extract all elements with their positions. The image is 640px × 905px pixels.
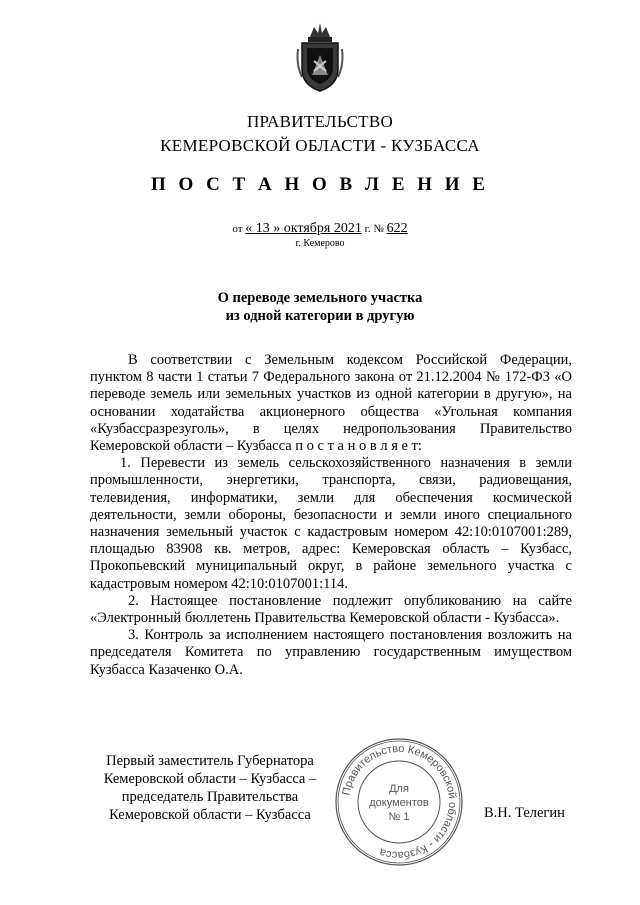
signatory-title: Первый заместитель Губернатора Кемеровской области – Кузбасса – председатель Правительства Кемеровской области – Кузбасса [103, 753, 317, 823]
date-underlined: « 13 » октября 2021 [245, 221, 362, 236]
city-label: г. Кемерово [295, 238, 345, 249]
number-label: № [373, 223, 384, 235]
date-month-year: октября 2021 [283, 221, 362, 236]
date-number-line [0, 221, 640, 237]
kuzbass-coat-of-arms-icon [296, 15, 344, 93]
item-1-paragraph: 1. Перевести из земель сельскохозяйственного назначения в земли промышленности, энергетики, транспорта, связи, радиовещания, телевидения, информатики, земли для обеспечения космической деятельности, земли обороны, безопасности и земли иного специального назначения земельный участок с кадастровым номером 42:10:0107001:289, площадью 83908 кв. метров, адрес: Кемеровская область – Кузбасс, Прокопьевский муниципальный округ, в районе земельного участка с кадастровым номером 42:10:0107001:114. [90, 455, 572, 592]
document-number: 622 [386, 221, 408, 236]
stamp-line3: № 1 [388, 811, 410, 823]
subject-line2: из одной категории в другую [225, 308, 415, 324]
official-seal-stamp [333, 736, 465, 868]
org-name-line2: КЕМЕРОВСКОЙ ОБЛАСТИ - КУЗБАССА [160, 136, 480, 155]
year-suffix: г. [364, 223, 371, 235]
intro-paragraph: В соответствии с Земельным кодексом Российской Федерации, пунктом 8 части 1 статьи 7 Федерального закона от 21.12.2004 № 172-ФЗ «О переводе земель или земельных участков из одной категории в другую», на основании ходатайства акционерного общества «Угольная компания «Кузбассразрезуголь», в целях недропользования Правительство Кемеровской области – Кузбасса п о с т а н о в л я е т: [90, 352, 572, 455]
date-day: 13 [255, 221, 270, 236]
stamp-ring-text: Правительство Кемеровской области - Кузбасса [340, 742, 459, 862]
document-body [90, 352, 572, 679]
from-label: от [232, 223, 243, 235]
subject-line1: О переводе земельного участка [217, 290, 423, 306]
stamp-line2: документов [369, 797, 429, 809]
signatory-name: В.Н. Телегин [484, 805, 565, 821]
document-subject [0, 289, 640, 325]
item-2-paragraph: 2. Настоящее постановление подлежит опубликованию на сайте «Электронный бюллетень Правительства Кемеровской области - Кузбасса». [90, 592, 572, 627]
stamp-line1: Для [389, 783, 409, 795]
document-type-title: П О С Т А Н О В Л Е Н И Е [151, 174, 489, 195]
item-3-paragraph: 3. Контроль за исполнением настоящего постановления возложить на председателя Комитета по управлению государственным имуществом Кузбасса Казаченко О.А. [90, 627, 572, 678]
org-name-line1: ПРАВИТЕЛЬСТВО [246, 112, 394, 131]
